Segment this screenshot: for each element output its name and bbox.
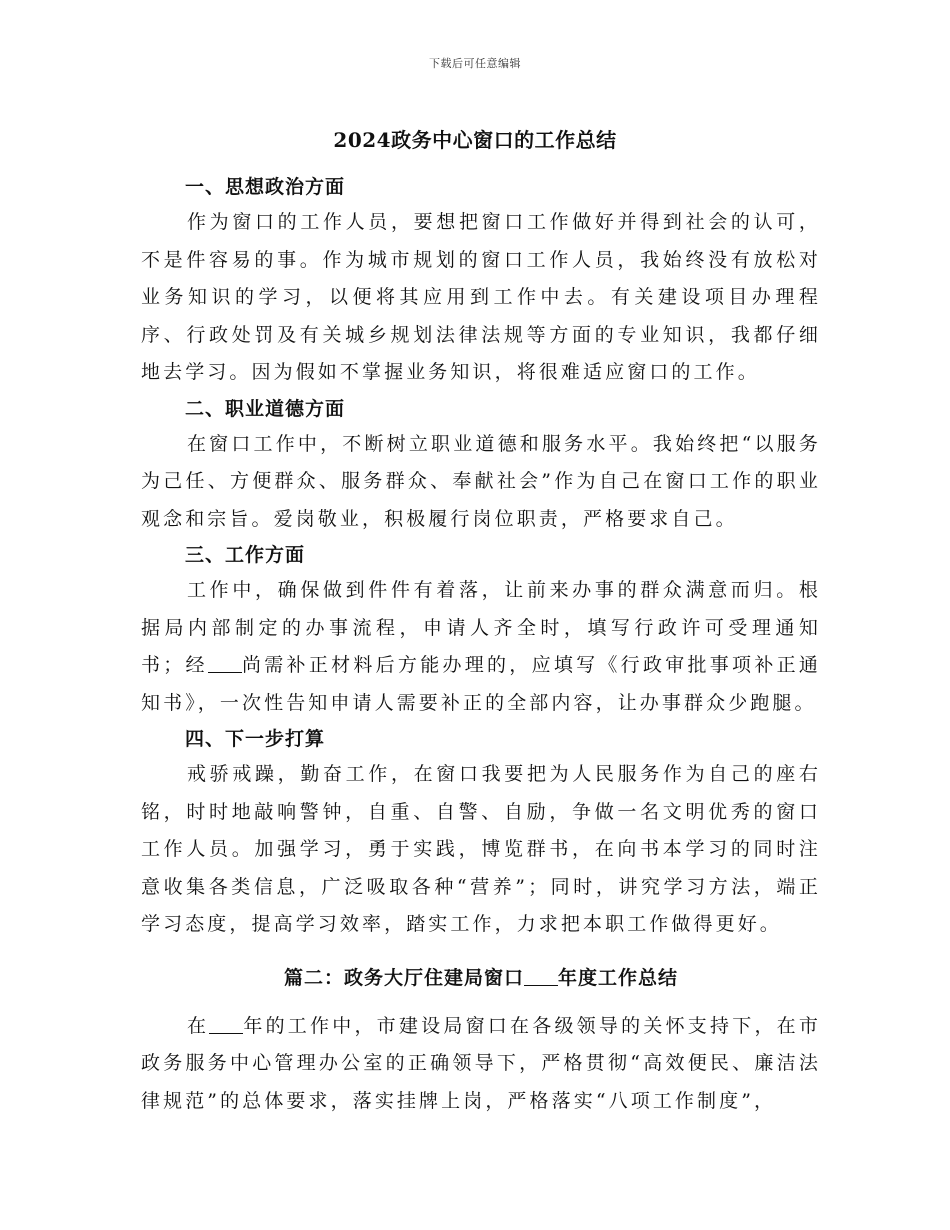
section-paragraph-3-part-a: 工作中，确保做到件件有着落，让前来办事的群众满意而归。根据局内部制定的办事流程，申请人齐全时，填写行政许可受理通知书；经 bbox=[141, 579, 821, 676]
section-heading-3: 三、工作方面 bbox=[185, 544, 306, 566]
part-two-title-part-a: 篇二：政务大厅住建局窗口 bbox=[283, 966, 524, 989]
part-two-title-part-b: 年度工作总结 bbox=[558, 966, 679, 989]
header-note: 下载后可任意编辑 bbox=[429, 57, 521, 70]
section-paragraph-2: 在窗口工作中，不断树立职业道德和服务水平。我始终把“以服务为己任、方便群众、服务群众、奉献社会”作为自己在窗口工作的职业观念和宗旨。爱岗敬业，积极履行岗位职责，严格要求自己。 bbox=[141, 432, 821, 530]
section-paragraph-4: 戒骄戒躁，勤奋工作，在窗口我要把为人民服务作为自己的座右铭，时时地敲响警钟，自重、自警、自励，争做一名文明优秀的窗口工作人员。加强学习，勇于实践，博览群书，在向书本学习的同时注意收集各类信息，广泛吸取各种“营养”；同时，讲究学习方法，端正学习态度，提高学习效率，踏实工作，力求把本职工作做得更好。 bbox=[141, 763, 821, 935]
document-body bbox=[141, 170, 821, 1120]
part-two-paragraph-part-b: 年的工作中，市建设局窗口在各级领导的关怀支持下，在市政务服务中心管理办公室的正确领导下，严格贯彻“高效便民、廉洁法律规范”的总体要求，落实挂牌上岗，严格落实“八项工作制度”， bbox=[141, 1014, 821, 1112]
section-heading-4: 四、下一步打算 bbox=[185, 728, 326, 750]
section-paragraph-1: 作为窗口的工作人员，要想把窗口工作做好并得到社会的认可，不是件容易的事。作为城市规划的窗口工作人员，我始终没有放松对业务知识的学习，以便将其应用到工作中去。有关建设项目办理程序、行政处罚及有关城乡规划法律法规等方面的专业知识，我都仔细地去学习。因为假如不掌握业务知识，将很难适应窗口的工作。 bbox=[141, 211, 821, 383]
section-heading-2: 二、职业道德方面 bbox=[185, 397, 346, 420]
fill-in-blank bbox=[524, 966, 558, 986]
part-two-title bbox=[141, 958, 821, 998]
document-title: 2024政务中心窗口的工作总结 bbox=[333, 128, 617, 152]
fill-in-blank bbox=[209, 1014, 243, 1034]
fill-in-blank bbox=[208, 653, 242, 673]
section-heading-1: 一、思想政治方面 bbox=[185, 176, 346, 198]
part-two-paragraph-part-a: 在 bbox=[187, 1014, 210, 1037]
section-paragraph-3-part-b: 尚需补正材料后方能办理的，应填写《行政审批事项补正通知书》，一次性告知申请人需要补正的全部内容，让办事群众少跑腿。 bbox=[141, 654, 821, 714]
part-two-paragraph bbox=[141, 1008, 821, 1121]
section-paragraph-3 bbox=[141, 572, 821, 722]
